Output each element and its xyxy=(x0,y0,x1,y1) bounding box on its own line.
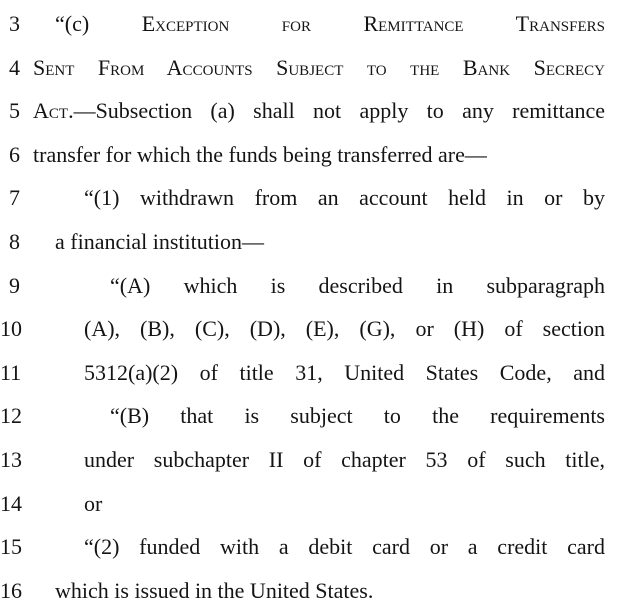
line-text xyxy=(84,176,605,220)
text-segment: or xyxy=(84,490,103,516)
text-segment: “(A) which is described in subparagraph xyxy=(110,272,605,298)
bill-line xyxy=(0,525,618,569)
line-text xyxy=(55,220,605,264)
line-text xyxy=(33,89,605,133)
text-segment: (A), (B), (C), (D), (E), (G), or (H) of section xyxy=(84,316,605,342)
text-segment: under subchapter II of chapter 53 of such title, xyxy=(84,446,605,472)
bill-line xyxy=(0,89,618,133)
text-segment: a financial institution— xyxy=(55,228,264,254)
text-segment: “(B) that is subject to the requirements xyxy=(110,403,605,429)
bill-line xyxy=(0,220,618,264)
line-number: 7 xyxy=(9,185,20,211)
bill-line xyxy=(0,307,618,351)
line-number: 9 xyxy=(9,272,20,298)
bill-line xyxy=(0,394,618,438)
bill-line xyxy=(0,2,618,46)
line-text xyxy=(84,525,605,569)
line-number: 8 xyxy=(9,228,20,254)
text-segment: “(1) withdrawn from an account held in or by xyxy=(84,185,605,211)
bill-line xyxy=(0,569,618,613)
small-caps-segment: Sent From Accounts Subject to the Bank Secrecy xyxy=(33,54,605,80)
bill-line xyxy=(0,176,618,220)
text-segment: “(c) xyxy=(55,11,142,36)
line-number: 10 xyxy=(0,316,22,342)
line-number: 11 xyxy=(0,359,22,385)
line-number: 16 xyxy=(0,577,22,603)
small-caps-segment: Exception for Remittance Transfers xyxy=(141,11,605,36)
line-text xyxy=(55,2,605,46)
line-text xyxy=(110,394,605,438)
bill-line xyxy=(0,46,618,90)
line-number: 12 xyxy=(0,403,22,429)
bill-line xyxy=(0,133,618,177)
line-number: 6 xyxy=(9,141,20,167)
text-segment: 5312(a)(2) of title 31, United States Code, and xyxy=(84,359,605,385)
line-number: 4 xyxy=(9,54,20,80)
bill-line xyxy=(0,264,618,308)
text-segment: transfer for which the funds being transferred are— xyxy=(33,141,487,167)
line-text xyxy=(84,438,605,482)
text-segment: .—Subsection (a) shall not apply to any remittance xyxy=(68,98,605,124)
bill-line xyxy=(0,482,618,526)
line-text xyxy=(84,307,605,351)
line-number: 14 xyxy=(0,490,22,516)
line-number: 5 xyxy=(9,98,20,124)
bill-lines xyxy=(0,2,618,612)
small-caps-segment: Act xyxy=(33,98,69,124)
line-text xyxy=(33,133,605,177)
bill-line xyxy=(0,351,618,395)
line-text xyxy=(84,351,605,395)
line-text xyxy=(55,569,605,613)
line-number: 3 xyxy=(9,11,20,36)
text-segment: “(2) funded with a debit card or a credit card xyxy=(84,534,605,560)
line-text xyxy=(84,482,605,526)
line-number: 15 xyxy=(0,534,22,560)
line-text xyxy=(110,264,605,308)
line-number: 13 xyxy=(0,446,22,472)
bill-line xyxy=(0,438,618,482)
text-segment: which is issued in the United States. xyxy=(55,577,374,603)
line-text xyxy=(33,46,605,90)
